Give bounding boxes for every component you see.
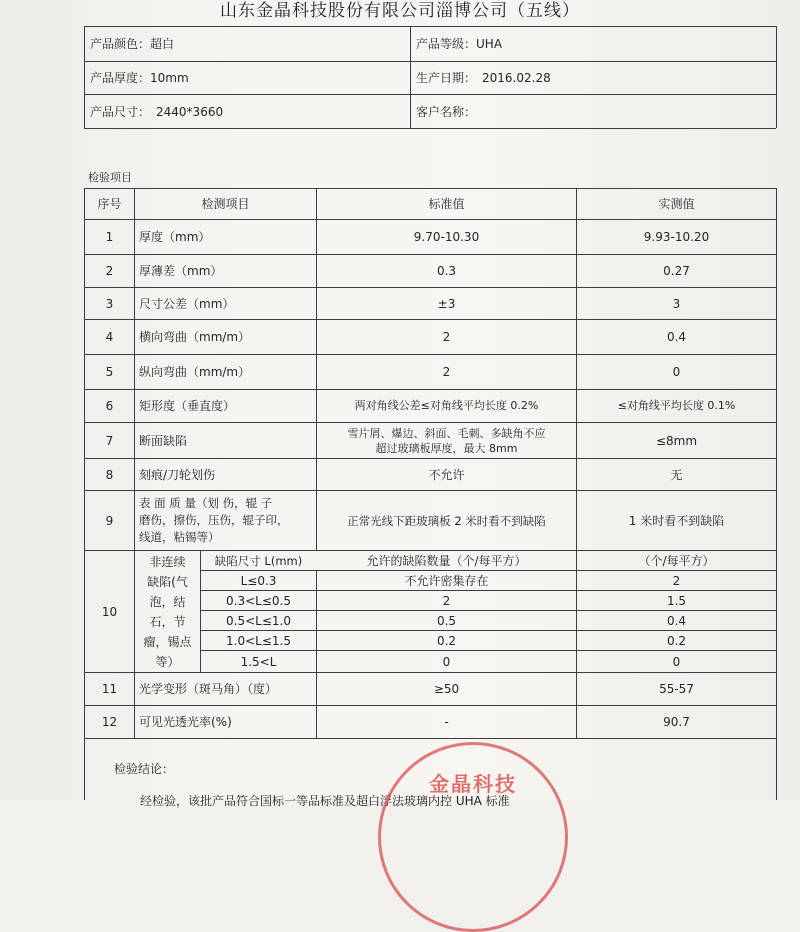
rule [776,188,777,800]
row-measured: 0 [672,365,681,379]
date-value: 2016.02.28 [482,71,551,85]
company-title: 山东金晶科技股份有限公司淄博公司（五线） [220,1,580,21]
defect-allowed: 不允许密集存在 [404,573,489,588]
defect-measured: 0.2 [666,633,687,648]
grade-value: UHA [476,37,503,51]
row-no: 8 [105,467,114,482]
group-line: 泡，结 [149,594,186,609]
row-no: 6 [105,399,114,413]
row-measured: 55-57 [659,682,694,696]
row-measured: 1 米时看不到缺陷 [628,513,725,528]
defect-measured: 0.4 [666,613,687,628]
measured-sub-header: （个/每平方） [638,553,715,568]
rule [776,26,777,128]
size-label: 产品尺寸： [90,104,151,119]
row-standard: 两对角线公差≤对角线平均长度 0.2% [354,399,539,412]
defect-measured: 2 [672,573,681,588]
group-label [135,551,200,672]
defect-size: 0.5<L≤1.0 [226,613,291,628]
row-item: 光学变形（斑马角）（度） [139,682,278,696]
row-no: 1 [105,230,114,244]
row-measured: ≤8mm [655,433,698,448]
standard-line: 超过玻璃板厚度，最大 8mm [375,441,518,455]
group-line: 缺陷(气 [147,574,188,589]
allowed-header: 允许的缺陷数量（个/每平方） [366,553,527,568]
row-measured: 0.27 [663,264,690,278]
row-standard: 0.3 [436,264,457,278]
row-no: 11 [101,682,118,696]
group-line: 瘤，锡点 [143,634,192,649]
defect-measured: 0 [672,654,681,669]
row-standard: ±3 [437,296,456,311]
rule [84,128,776,129]
row-standard: 2 [442,365,451,379]
header-measured: 实测值 [658,197,695,211]
row-no: 12 [101,715,118,729]
section-label: 检验项目 [88,171,132,184]
row-item: 断面缺陷 [139,433,188,448]
customer-field [412,95,772,128]
row-no: 3 [105,296,114,311]
row-item: 尺寸公差（mm） [139,296,235,311]
defect-measured: 1.5 [666,593,687,608]
defect-allowed: 0.5 [436,613,457,628]
thickness-value: 10mm [150,71,189,85]
standard-line: 雪片屑、爆边、斜面、毛刺、多缺角不应 [347,426,546,440]
conclusion-label: 检验结论： [114,762,175,776]
grade-label: 产品等级： [416,37,477,51]
item-line: 磨伤，擦伤，压伤，辊子印， [139,513,289,527]
rule [410,26,411,128]
row-item: 厚薄差（mm） [139,264,223,278]
row-no: 10 [101,604,118,619]
row-item: 可见光透光率(%) [139,715,232,729]
row-measured: 0.4 [666,330,687,344]
row-item: 矩形度（垂直度） [139,399,236,413]
row-measured: 3 [672,296,681,311]
size-header: 缺陷尺寸 L(mm) [214,553,303,568]
conclusion-text: 经检验，该批产品符合国标一等品标准及超白浮法玻璃内控 UHA 标准 [140,794,510,808]
row-standard: - [444,715,449,729]
defect-allowed: 0.2 [436,633,457,648]
row-measured: 90.7 [663,715,690,729]
thickness-field [86,62,406,94]
group-line: 石，节 [149,614,186,629]
header-no: 序号 [97,197,122,211]
thickness-label: 产品厚度： [90,71,151,85]
row-standard [317,423,576,458]
row-standard: 不允许 [428,467,465,482]
row-measured: 无 [670,467,683,482]
size-value: 2440*3660 [156,104,224,119]
color-field [86,27,406,61]
size-field [86,95,406,128]
row-standard: 2 [442,330,451,344]
defect-size: L≤0.3 [240,573,277,588]
header-item: 检测项目 [201,197,250,211]
date-label: 生产日期： [416,71,477,85]
date-field [412,62,772,94]
grade-field [412,27,772,61]
defect-size: 1.5<L [240,654,277,669]
header-standard: 标准值 [428,197,465,211]
item-line: 表 面 质 量（划 伤，辊 子 [139,496,273,510]
row-no: 7 [105,433,114,448]
seal-text: 金晶科技 [429,772,517,796]
row-measured: 9.93-10.20 [643,230,710,244]
group-line: 非连续 [149,554,186,569]
row-item [135,491,316,550]
row-item: 纵向弯曲（mm/m） [139,365,251,379]
row-item: 刻痕/刀轮划伤 [139,467,216,482]
row-item: 厚度（mm） [139,230,211,244]
color-label: 产品颜色： [90,37,151,51]
row-no: 5 [105,365,114,379]
item-line: 线道，粘锡等） [139,530,220,544]
group-line: 等） [155,654,180,669]
row-standard: 9.70-10.30 [413,230,480,244]
defect-allowed: 0 [442,654,451,669]
defect-size: 1.0<L≤1.5 [226,633,291,648]
row-no: 9 [105,513,114,528]
customer-label: 客户名称： [416,104,477,119]
row-no: 4 [105,330,114,344]
rule [84,26,85,128]
defect-allowed: 2 [442,593,451,608]
row-item: 横向弯曲（mm/m） [139,330,251,344]
row-standard: ≥50 [433,682,460,696]
row-standard: 正常光线下距玻璃板 2 米时看不到缺陷 [347,513,546,528]
row-no: 2 [105,264,114,278]
color-value: 超白 [150,37,175,51]
defect-size: 0.3<L≤0.5 [226,593,291,608]
rule [84,738,776,739]
row-measured: ≤对角线平均长度 0.1% [617,399,736,412]
rule [84,738,85,800]
